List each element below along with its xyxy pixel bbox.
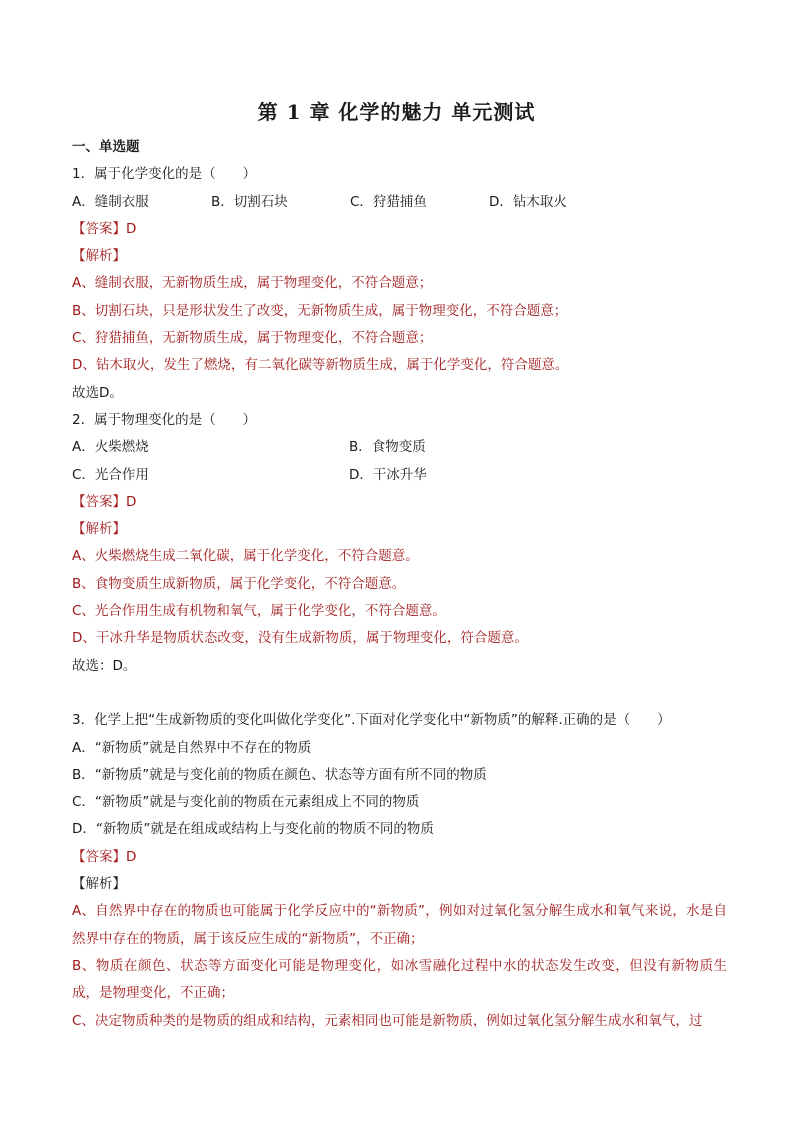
analysis-line: A、缝制衣服，无新物质生成，属于物理变化，不符合题意；: [72, 275, 433, 292]
answer-label: 【答案】D: [72, 848, 137, 865]
document-body: [72, 134, 727, 1035]
option-c: C．“新物质”就是与变化前的物质在元素组成上不同的物质: [72, 794, 420, 811]
answer-label: 【答案】D: [72, 493, 137, 510]
options-row: [72, 434, 727, 461]
option-a: A．缝制衣服: [72, 193, 149, 210]
option-b: B．“新物质”就是与变化前的物质在颜色、状态等方面有所不同的物质: [72, 766, 487, 783]
blank-line: [72, 680, 727, 707]
question-stem: 2．属于物理变化的是（ ）: [72, 411, 257, 428]
analysis-paragraph: B、物质在颜色、状态等方面变化可能是物理变化，如冰雪融化过程中水的状态发生改变，但没有新物质生成，是物理变化，不正确；: [72, 957, 727, 1002]
analysis-label: 【解析】: [72, 521, 126, 538]
answer-label: 【答案】D: [72, 220, 137, 237]
option-c: C．光合作用: [72, 466, 149, 483]
analysis-label: 【解析】: [72, 248, 126, 265]
question-2: [72, 407, 727, 680]
option-d: D．干冰升华: [349, 466, 427, 483]
analysis-label: 【解析】: [72, 876, 126, 893]
analysis-line: C、狩猎捕鱼，无新物质生成，属于物理变化，不符合题意；: [72, 330, 433, 347]
option-b: B．食物变质: [349, 439, 426, 456]
analysis-paragraph: A、自然界中存在的物质也可能属于化学反应中的“新物质”，例如对过氧化氢分解生成水和氧气来说，水是自然界中存在的物质，属于该反应生成的“新物质”，不正确；: [72, 903, 727, 947]
question-3: [72, 707, 727, 1035]
question-1: [72, 161, 727, 407]
analysis-paragraph: C、决定物质种类的是物质的组成和结构，元素相同也可能是新物质，例如过氧化氢分解生成水和氧气，过: [72, 1012, 703, 1029]
option-b: B．切割石块: [211, 193, 288, 210]
analysis-line: D、干冰升华是物质状态改变，没有生成新物质，属于物理变化，符合题意。: [72, 630, 528, 647]
analysis-line: C、光合作用生成有机物和氧气，属于化学变化，不符合题意。: [72, 603, 446, 620]
option-d: D．“新物质”就是在组成或结构上与变化前的物质不同的物质: [72, 821, 434, 838]
question-stem: 3．化学上把“生成新物质的变化叫做化学变化”.下面对化学变化中“新物质”的解释.正确的是（ ）: [72, 712, 671, 729]
option-c: C．狩猎捕鱼: [350, 193, 427, 210]
options-row: [72, 189, 727, 216]
conclusion: 故选：D。: [72, 657, 137, 674]
options-row: [72, 462, 727, 489]
page-title: 第 1 章 化学的魅力 单元测试: [257, 100, 536, 124]
question-stem: 1．属于化学变化的是（ ）: [72, 166, 257, 183]
option-a: A．火柴燃烧: [72, 439, 149, 456]
option-d: D．钻木取火: [489, 193, 567, 210]
analysis-line: B、切割石块，只是形状发生了改变，无新物质生成，属于物理变化，不符合题意；: [72, 302, 568, 319]
analysis-line: B、食物变质生成新物质，属于化学变化，不符合题意。: [72, 575, 406, 592]
conclusion: 故选D。: [72, 384, 123, 401]
option-a: A．“新物质”就是自然界中不存在的物质: [72, 739, 312, 756]
section-heading: 一、单选题: [72, 139, 140, 155]
analysis-line: A、火柴燃烧生成二氧化碳，属于化学变化，不符合题意。: [72, 548, 419, 565]
analysis-line: D、钻木取火，发生了燃烧，有二氧化碳等新物质生成，属于化学变化，符合题意。: [72, 357, 569, 374]
